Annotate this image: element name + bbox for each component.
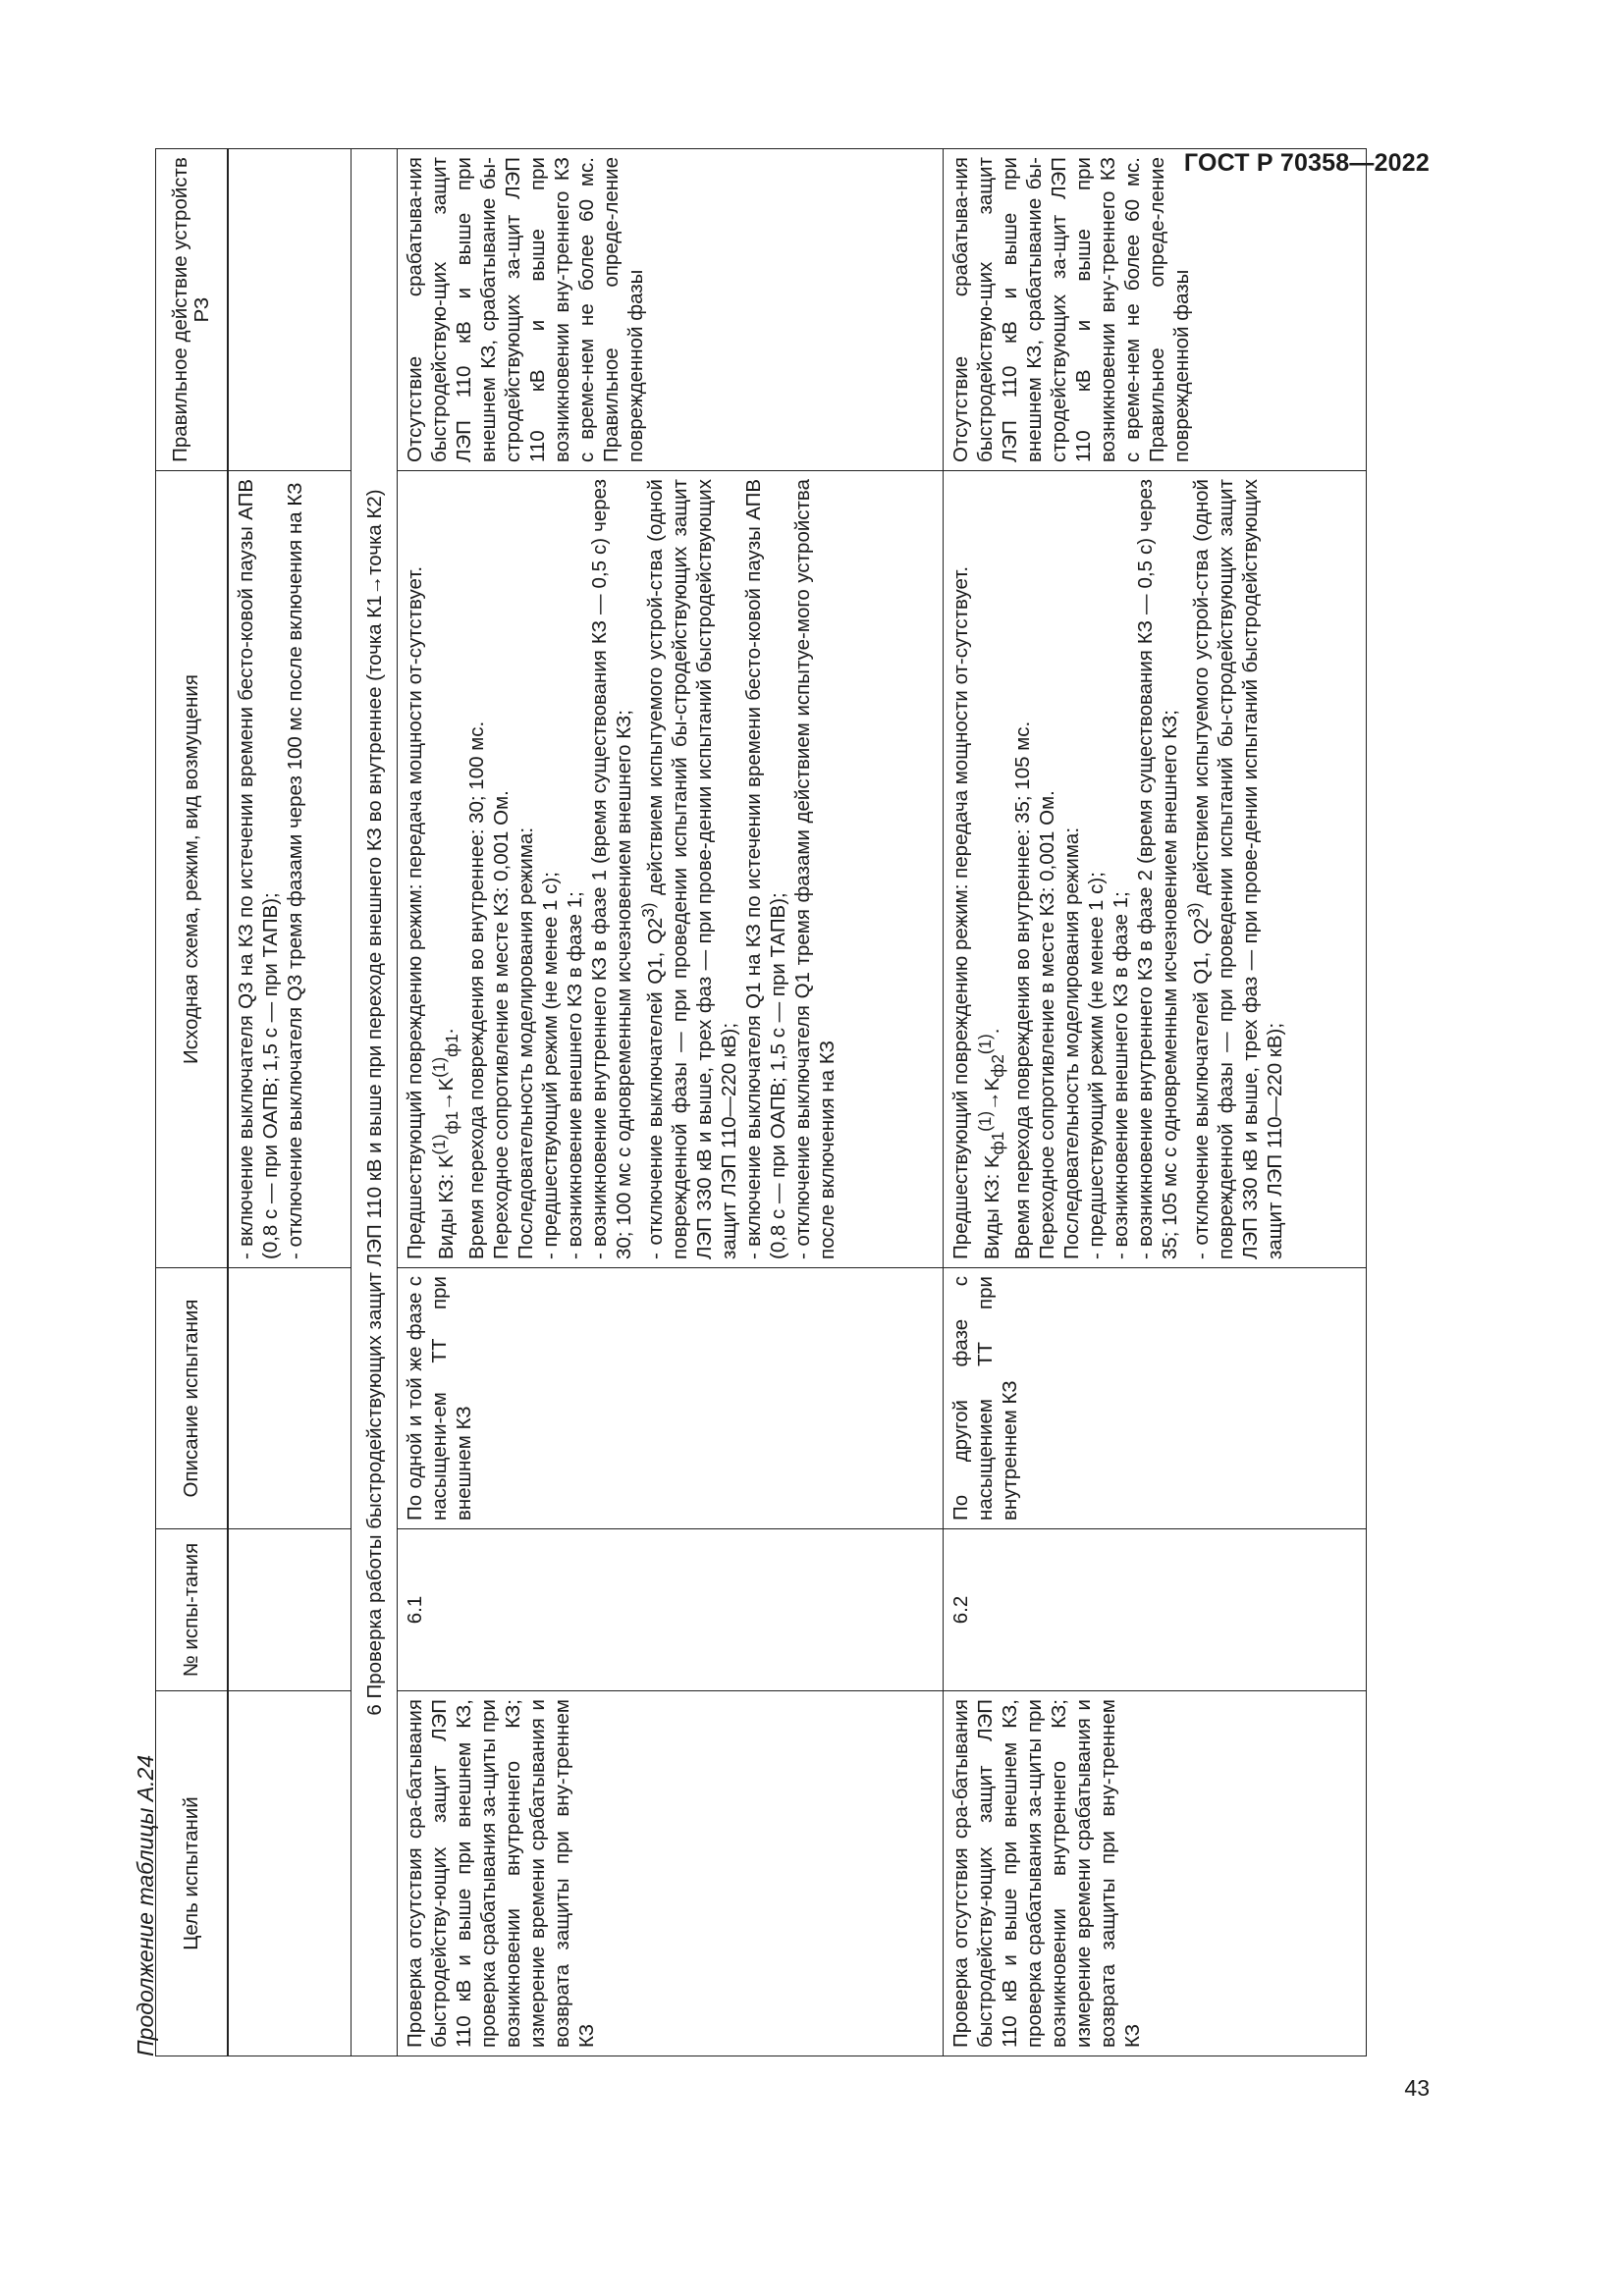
schema-line: - предшествующий режим (не менее 1 с); <box>538 872 562 1259</box>
table-caption: Продолжение таблицы А.24 <box>133 1754 158 2056</box>
schema-line: - возникновение внешнего КЗ в фазе 1; <box>563 891 586 1259</box>
col-header-schema: Исходная схема, режим, вид возмущения <box>156 471 229 1268</box>
test-table <box>155 148 1367 2056</box>
table-row <box>398 149 944 2056</box>
standard-number: ГОСТ Р 70358—2022 <box>1183 149 1430 177</box>
cell-schema <box>228 471 352 1268</box>
cell-goal: Проверка отсутствия сра-батывания быстродейству-ющих защит ЛЭП 110 кВ и выше при внешнем КЗ, проверка срабатывания за-щиты при возникновении внутреннего КЗ; измерение времени срабатывания и возврата защиты при вну-треннем КЗ <box>398 1691 944 2056</box>
schema-line: - возникновение внешнего КЗ в фазе 1; <box>1109 891 1132 1259</box>
cell-action: Отсутствие срабатыва-ния быстродействую-щих защит ЛЭП 110 кВ и выше при внешнем КЗ, срабатывание бы-стродействующих за-щит ЛЭП 110 кВ и выше при возникновении вну-треннего КЗ с време-нем не более 60 мс. Правильное опреде-ление поврежденной фазы <box>944 149 1367 471</box>
table-row <box>944 149 1367 2056</box>
col-header-action: Правильное действие устройств РЗ <box>156 149 229 471</box>
schema-line: Переходное сопротивление в месте КЗ: 0,001 Ом. <box>489 790 513 1259</box>
cell-description: По одной и той же фазе с насыщени-ем ТТ при внешнем КЗ <box>398 1268 944 1529</box>
schema-line: Время перехода повреждения во внутреннее: 30; 100 мс. <box>464 721 488 1259</box>
schema-kinds: Виды КЗ: $K_{ф1}^{(1)}\to K_{ф2}^{(1)}$. <box>976 1028 1007 1259</box>
schema-trip: - отключение выключателей Q1, Q2$^{3)}$ действием испытуемого устрой-ства (одной поврежденной фазы — при проведении испытаний бы-стродействующих защит ЛЭП 330 кВ и выше, трех фаз — при прове-дении испытаний быстродействующих защит ЛЭП 110—220 кВ); <box>638 479 740 1259</box>
cell-action: Отсутствие срабатыва-ния быстродействую-щих защит ЛЭП 110 кВ и выше при внешнем КЗ, срабатывание бы-стродействующих за-щит ЛЭП 110 кВ и выше при возникновении вну-треннего КЗ с време-нем не более 60 мс. Правильное опреде-ление поврежденной фазы <box>398 149 944 471</box>
schema-line: - включение выключателя Q1 на КЗ по истечении времени бесто-ковой паузы АПВ (0,8 с — при ОАПВ; 1,5 с — при ТАПВ); <box>741 479 789 1259</box>
cell-number: 6.1 <box>398 1529 944 1691</box>
schema-intro: Предшествующий повреждению режим: передача мощности от-сутствует. <box>949 565 972 1259</box>
schema-line: - возникновение внутреннего КЗ в фазе 2 (время существования КЗ — 0,5 с) через 35; 105 мс с одновременным исчезновением внешнего КЗ; <box>1133 479 1181 1259</box>
cell-goal <box>228 1691 352 2056</box>
table-header-row <box>156 149 229 2056</box>
schema-line: Последовательность моделирования режима: <box>514 827 537 1259</box>
cell-schema <box>398 471 944 1268</box>
cell-number <box>228 1529 352 1691</box>
col-header-description: Описание испытания <box>156 1268 229 1529</box>
section-row <box>352 149 398 2056</box>
cell-goal: Проверка отсутствия сра-батывания быстродейству-ющих защит ЛЭП 110 кВ и выше при внешнем КЗ, проверка срабатывания за-щиты при возникновении внутреннего КЗ; измерение времени срабатывания и возврата защиты при вну-треннем КЗ <box>944 1691 1367 2056</box>
section-title: 6 Проверка работы быстродействующих защит ЛЭП 110 кВ и выше при переходе внешнего КЗ во внутреннее (точка К1→точка К2) <box>352 149 398 2056</box>
schema-trip: - отключение выключателей Q1, Q2$^{3)}$ действием испытуемого устрой-ства (одной поврежденной фазы — при проведении испытаний бы-стродействующих защит ЛЭП 330 кВ и выше, трех фаз — при прове-дении испытаний быстродействующих защит ЛЭП 110—220 кВ); <box>1184 479 1286 1259</box>
col-header-number: № испы-тания <box>156 1529 229 1691</box>
schema-kinds: Виды КЗ: $K^{(1)}_{ф1}\to K^{(1)}_{ф1}$. <box>430 1028 461 1259</box>
cell-description: По другой фазе с насыщением ТТ при внутреннем КЗ <box>944 1268 1367 1529</box>
schema-line: - возникновение внутреннего КЗ в фазе 1 (время существования КЗ — 0,5 с) через 30; 100 мс с одновременным исчезновением внешнего КЗ; <box>587 479 635 1259</box>
schema-intro: Предшествующий повреждению режим: передача мощности от-сутствует. <box>404 565 426 1259</box>
cell-schema <box>944 471 1367 1268</box>
table-row-continuation <box>228 149 352 2056</box>
page-number: 43 <box>1404 2075 1430 2101</box>
schema-line: - отключение выключателя Q1 тремя фазами действием испытуе-мого устройства после включения на КЗ <box>790 479 839 1259</box>
schema-line: Переходное сопротивление в месте КЗ: 0,001 Ом. <box>1035 790 1058 1259</box>
cell-description <box>228 1268 352 1529</box>
schema-line: Последовательность моделирования режима: <box>1059 827 1083 1259</box>
schema-line: - предшествующий режим (не менее 1 с); <box>1084 872 1108 1259</box>
cell-number: 6.2 <box>944 1529 1367 1691</box>
schema-line: Время перехода повреждения во внутреннее: 35; 105 мс. <box>1010 721 1034 1259</box>
schema-line: - отключение выключателя Q3 тремя фазами через 100 мс после включения на КЗ <box>284 482 306 1259</box>
cell-action <box>228 149 352 471</box>
schema-line: - включение выключателя Q3 на КЗ по истечении времени бесто-ковой паузы АПВ (0,8 с — при ОАПВ; 1,5 с — при ТАПВ); <box>235 479 282 1259</box>
col-header-goal: Цель испытаний <box>156 1691 229 2056</box>
